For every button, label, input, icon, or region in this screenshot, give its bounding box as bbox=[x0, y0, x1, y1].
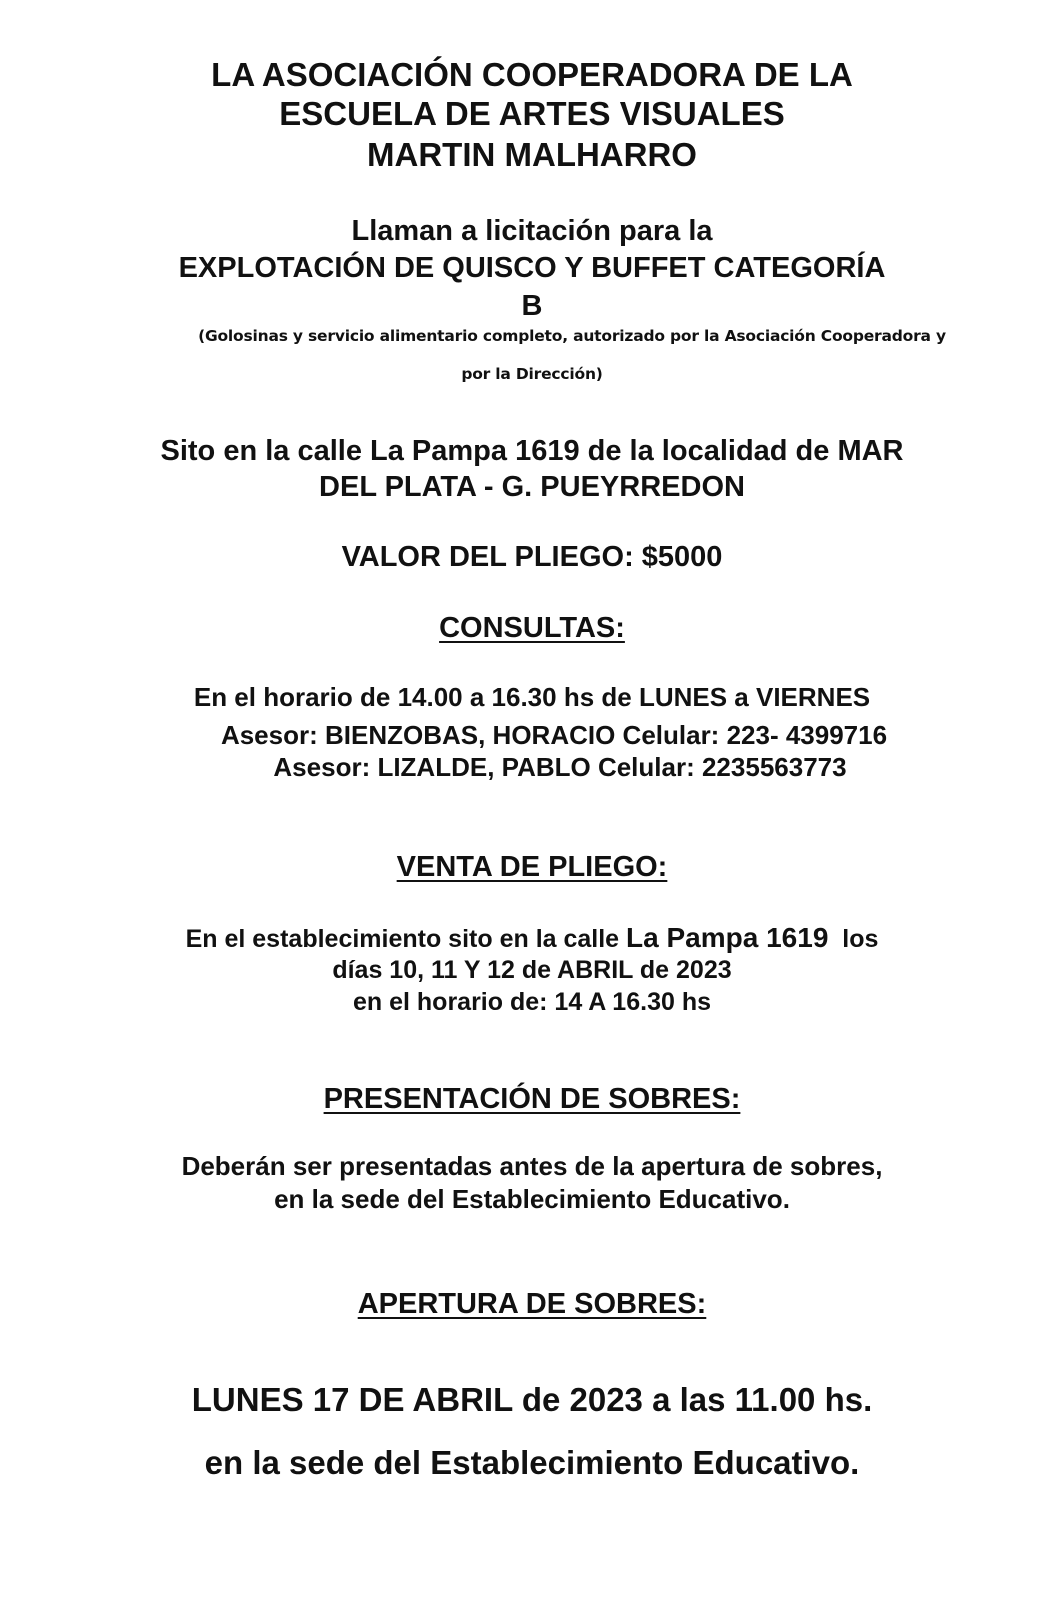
apertura-place: en la sede del Establecimiento Educativo. bbox=[204, 1444, 860, 1481]
venta-heading: VENTA DE PLIEGO: bbox=[396, 851, 668, 883]
price-text: VALOR DEL PLIEGO: $5000 bbox=[341, 541, 723, 573]
presentacion-line-2: en la sede del Establecimiento Educativo. bbox=[274, 1184, 790, 1214]
call-note-line-2: por la Dirección) bbox=[461, 365, 603, 383]
consultas-advisor-2: Asesor: LIZALDE, PABLO Celular: 2235563773 bbox=[273, 752, 847, 782]
org-title-line-1: LA ASOCIACIÓN COOPERADORA DE LA bbox=[211, 56, 853, 93]
consultas-schedule: En el horario de 14.00 a 16.30 hs de LUNES a VIERNES bbox=[193, 682, 871, 712]
apertura-date: LUNES 17 DE ABRIL de 2023 a las 11.00 hs. bbox=[191, 1381, 873, 1418]
venta-line-3: en el horario de: 14 A 16.30 hs bbox=[352, 988, 711, 1016]
org-title-line-2: ESCUELA DE ARTES VISUALES bbox=[279, 95, 785, 132]
venta-address: La Pampa 1619 bbox=[626, 922, 829, 953]
location-line-2: DEL PLATA - G. PUEYRREDON bbox=[319, 471, 745, 503]
consultas-heading: CONSULTAS: bbox=[439, 612, 625, 644]
call-intro: Llaman a licitación para la bbox=[351, 215, 713, 247]
venta-line-1-prefix: En el establecimiento sito en la calle bbox=[185, 925, 627, 953]
presentacion-line-1: Deberán ser presentadas antes de la apertura de sobres, bbox=[181, 1151, 883, 1181]
org-title-line-3: MARTIN MALHARRO bbox=[367, 136, 697, 173]
call-note-line-1: (Golosinas y servicio alimentario completo, autorizado por la Asociación Cooperadora y bbox=[198, 327, 946, 345]
venta-line-1-suffix: los bbox=[828, 925, 879, 953]
call-category: B bbox=[521, 290, 543, 322]
presentacion-heading: PRESENTACIÓN DE SOBRES: bbox=[323, 1083, 741, 1115]
venta-line-1 bbox=[0, 924, 1064, 952]
apertura-heading: APERTURA DE SOBRES: bbox=[357, 1288, 707, 1320]
call-subject: EXPLOTACIÓN DE QUISCO Y BUFFET CATEGORÍA bbox=[178, 252, 886, 284]
venta-line-2: días 10, 11 Y 12 de ABRIL de 2023 bbox=[332, 956, 732, 984]
consultas-advisor-1: Asesor: BIENZOBAS, HORACIO Celular: 223- 4399716 bbox=[220, 720, 888, 750]
location-line-1: Sito en la calle La Pampa 1619 de la localidad de MAR bbox=[160, 435, 904, 467]
